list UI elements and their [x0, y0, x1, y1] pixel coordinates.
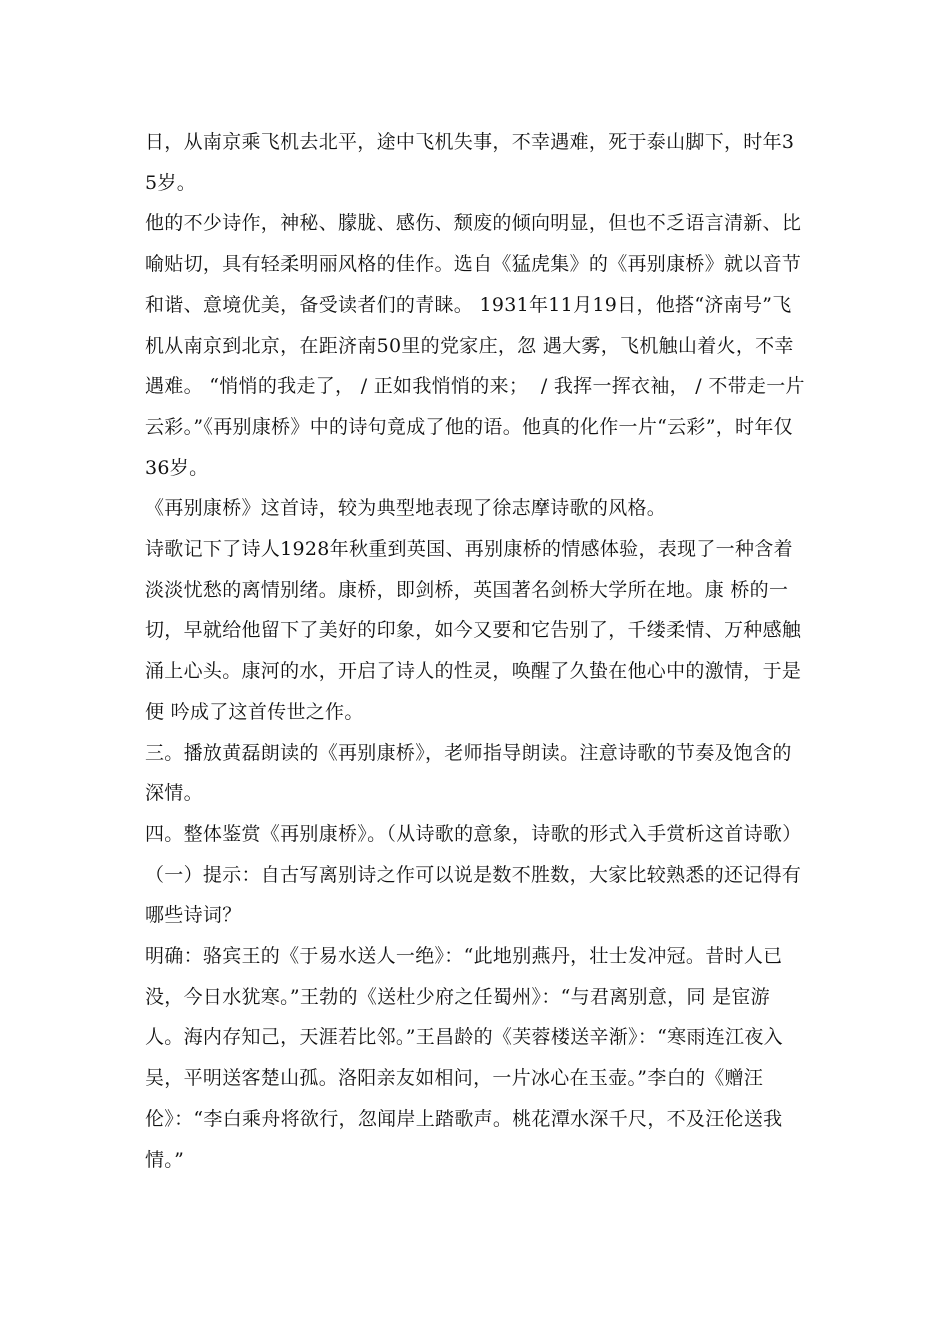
paragraph-section-three: 三。播放黄磊朗读的《再别康桥》，老师指导朗读。注意诗歌的节奏及饱含的深情。: [145, 741, 792, 805]
paragraph-poem-background: 诗歌记下了诗人1928年秋重到英国、再别康桥的情感体验，表现了一种含着淡淡忧愁的离情别绪。康桥，即剑桥，英国著名剑桥大学所在地。康 桥的一切，早就给他留下了美好的印象，如今又要和它告别了，千缕柔情、万种感触涌上心头。康河的水，开启了诗人的性灵，唤醒了久蛰在他心中的激情，于是便 吟成了这首传世之作。: [145, 538, 802, 723]
paragraph-typical-style: 《再别康桥》这首诗，较为典型地表现了徐志摩诗歌的风格。: [145, 497, 667, 520]
paragraph-prompt-one: （一）提示：自古写离别诗之作可以说是数不胜数，大家比较熟悉的还记得有哪些诗词？: [145, 863, 802, 927]
paragraph-section-four: 四。整体鉴赏《再别康桥》。（从诗歌的意象，诗歌的形式入手赏析这首诗歌）: [145, 822, 802, 845]
document-body: [145, 122, 805, 1180]
paragraph-poetry-style: 他的不少诗作，神秘、朦胧、感伤、颓废的倾向明显，但也不乏语言清新、比喻贴切，具有轻柔明丽风格的佳作。选自《猛虎集》的《再别康桥》就以音节和谐、意境优美，备受读者们的青睐。 1931年11月19日，他搭“济南号”飞机从南京到北京，在距济南50里的党家庄，忽 遇大雾，飞机触山着火，不幸遇难。 “悄悄的我走了， / 正如我悄悄的来； / 我挥一挥衣袖， / 不带走一片云彩。”《再别康桥》中的诗句竟成了他的语。他真的化作一片“云彩”，时年仅36岁。: [145, 212, 805, 479]
paragraph-answer: 明确：骆宾王的《于易水送人一绝》：“此地别燕丹，壮士发冲冠。昔时人已没，今日水犹寒。”王勃的《送杜少府之任蜀州》：“与君离别意，同 是宦游人。海内存知己，天涯若比邻。”王昌龄的《芙蓉楼送辛渐》：“寒雨连江夜入吴，平明送客楚山孤。洛阳亲友如相问，一片冰心在玉壶。”李白的《赠汪伦》：“李白乘舟将欲行，忽闻岸上踏歌声。桃花潭水深千尺，不及汪伦送我情。”: [145, 945, 783, 1171]
paragraph-biography-end: 日，从南京乘飞机去北平，途中飞机失事，不幸遇难，死于泰山脚下，时年35岁。: [145, 131, 795, 194]
